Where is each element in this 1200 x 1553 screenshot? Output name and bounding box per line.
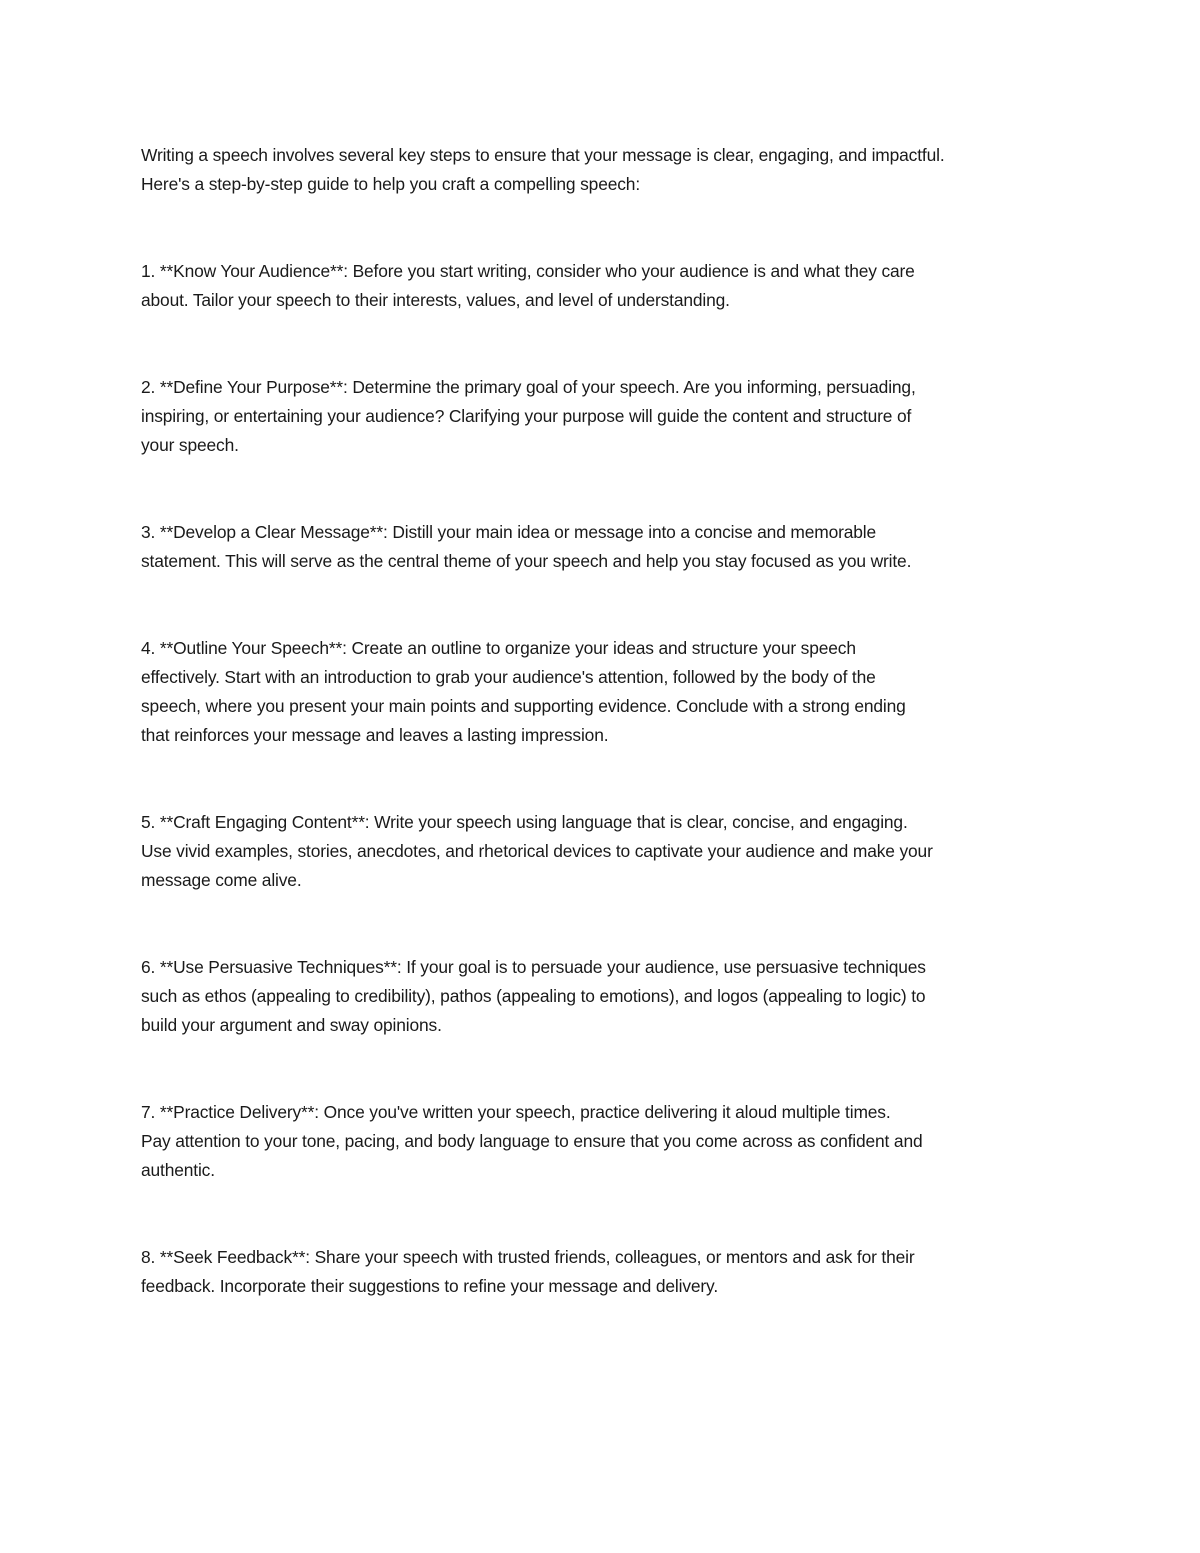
step-paragraph-6 (141, 953, 1066, 1040)
step-paragraph-5 (141, 808, 1066, 895)
step-line: message come alive. (141, 870, 302, 890)
step-line: Use vivid examples, stories, anecdotes, and rhetorical devices to captivate your audience and make your (141, 841, 933, 861)
step-line: about. Tailor your speech to their interests, values, and level of understanding. (141, 290, 730, 310)
step-line: 6. **Use Persuasive Techniques**: If your goal is to persuade your audience, use persuasive techniques (141, 957, 926, 977)
step-line: effectively. Start with an introduction to grab your audience's attention, followed by the body of the (141, 667, 876, 687)
step-line: 5. **Craft Engaging Content**: Write your speech using language that is clear, concise, and engaging. (141, 812, 908, 832)
step-paragraph-4 (141, 634, 1066, 750)
intro-line: Writing a speech involves several key steps to ensure that your message is clear, engaging, and impactful. (141, 145, 945, 165)
intro-paragraph (141, 141, 1066, 199)
step-paragraph-1 (141, 257, 1066, 315)
step-line: authentic. (141, 1160, 215, 1180)
step-line: 7. **Practice Delivery**: Once you've written your speech, practice delivering it aloud multiple times. (141, 1102, 891, 1122)
step-line: your speech. (141, 435, 239, 455)
step-line: feedback. Incorporate their suggestions to refine your message and delivery. (141, 1276, 718, 1296)
step-line: that reinforces your message and leaves a lasting impression. (141, 725, 609, 745)
step-line: Pay attention to your tone, pacing, and body language to ensure that you come across as confident and (141, 1131, 923, 1151)
step-line: build your argument and sway opinions. (141, 1015, 442, 1035)
step-line: inspiring, or entertaining your audience? Clarifying your purpose will guide the content and structure of (141, 406, 912, 426)
step-line: 1. **Know Your Audience**: Before you start writing, consider who your audience is and what they care (141, 261, 915, 281)
step-line: 8. **Seek Feedback**: Share your speech with trusted friends, colleagues, or mentors and ask for their (141, 1247, 915, 1267)
step-line: such as ethos (appealing to credibility), pathos (appealing to emotions), and logos (appealing to logic) to (141, 986, 926, 1006)
step-line: 2. **Define Your Purpose**: Determine the primary goal of your speech. Are you informing, persuading, (141, 377, 916, 397)
step-paragraph-2 (141, 373, 1066, 460)
intro-line: Here's a step-by-step guide to help you craft a compelling speech: (141, 174, 640, 194)
step-paragraph-8 (141, 1243, 1066, 1301)
step-line: statement. This will serve as the central theme of your speech and help you stay focused as you write. (141, 551, 912, 571)
step-line: 4. **Outline Your Speech**: Create an outline to organize your ideas and structure your speech (141, 638, 856, 658)
step-line: 3. **Develop a Clear Message**: Distill your main idea or message into a concise and memorable (141, 522, 877, 542)
step-paragraph-3 (141, 518, 1066, 576)
step-line: speech, where you present your main points and supporting evidence. Conclude with a strong ending (141, 696, 906, 716)
step-paragraph-7 (141, 1098, 1066, 1185)
document-body (141, 141, 1066, 1359)
